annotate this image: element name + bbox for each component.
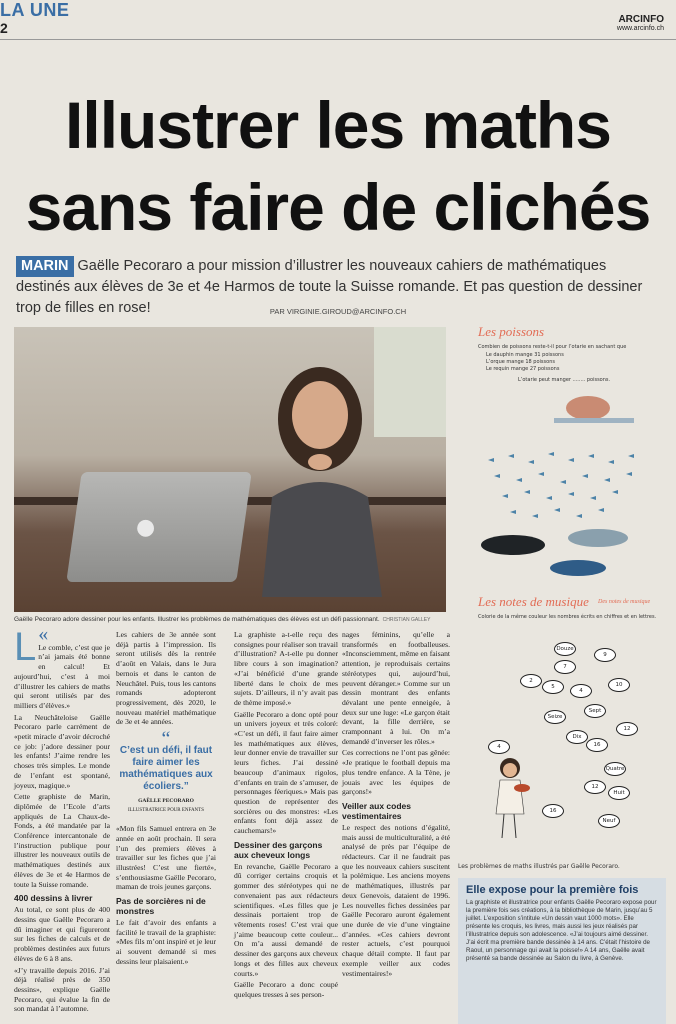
musique-instruction: Colorie de la même couleur les nombres écrits en chiffres et en lettres. bbox=[478, 614, 657, 620]
photo-credit: CHRISTIAN GALLEY bbox=[382, 617, 431, 623]
article-paragraph: Le comble, c’est que je n’ai jamais été bonne en calcul! Et aujourd’hui, c’est à moi d’illustrer les cahiers de maths qui seront utilisés par des milliers d’élèves.» bbox=[14, 642, 110, 710]
article-column-1 bbox=[14, 623, 110, 1016]
poissons-item: Le dauphin mange 31 poissons bbox=[486, 352, 564, 358]
page-number: 2 bbox=[0, 20, 8, 36]
laptop bbox=[66, 472, 251, 582]
location-tag: MARIN bbox=[16, 256, 74, 277]
exhibition-title: Elle expose pour la première fois bbox=[466, 884, 639, 896]
music-note: Douze bbox=[554, 642, 576, 656]
music-note: Dix bbox=[566, 730, 588, 744]
article-paragraph: La graphiste a-t-elle reçu des consignes pour réaliser son travail d’illustration? A-t-elle pu donner libre cours à son imagination? «J’ai bénéficié d’une grande liberté dans le choix de mes sujets. D’ailleurs, il n’y avait pas de thème imposé.» bbox=[234, 630, 338, 707]
article-paragraph: Cette graphiste de Marin, diplômée de l’Ecole d’arts appliqués de La Chaux-de-Fonds, a été mandatée par la Conférence intercantonale de l’instruction publique pour illustrer les nouveaux outils de mathématiques destinés aux élèves de 3e et 4e Harmos de toute la Suisse romande. bbox=[14, 792, 110, 889]
article-paragraph: Gaëlle Pecoraro a donc coupé quelques tresses à ses person- bbox=[234, 980, 338, 999]
music-note: Sept bbox=[584, 704, 606, 718]
page-header bbox=[0, 0, 676, 40]
headline-line-2: sans faire de clichés bbox=[25, 170, 651, 244]
music-notes-illustration bbox=[458, 634, 666, 856]
article-paragraph: En revanche, Gaëlle Pecoraro a dû corriger certains croquis et gommer des stéréotypes qui ne convenaient pas aux rédacteurs scientifiques. «Les filles que je dessinais portaient trop de vêtements roses! C’est vrai que j’aime beaucoup cette couleur... On m’a aussi demandé de dessiner des garçons aux cheveux longs et des filles aux cheveux courts.» bbox=[234, 861, 338, 978]
exhibition-box bbox=[458, 878, 666, 1024]
music-note: 12 bbox=[584, 780, 606, 794]
music-note: 4 bbox=[570, 684, 592, 698]
apple-logo-icon: ● bbox=[136, 515, 156, 540]
music-note: 16 bbox=[586, 738, 608, 752]
poissons-question: Combien de poissons reste-t-il pour l’otarie en sachant que bbox=[478, 344, 627, 350]
article-paragraph: Le respect des notions d’égalité, mais aussi de multiculturalité, a été analysé de près par l’équipe de rédacteurs. Car il ne faudrait pas que les nouveaux cahiers suscitent la polémique. Les anciens moyens de mathématiques, illustrés par deux Genevois, dataient de 1996. Les nouvelles fiches dessinées par Gaëlle Pecoraro auront également une durée de vie d’une vingtaine d’années. «Ces cahiers devront rester actuels, c’est pourquoi chaque détail compte. Il faut par exemple veiller aux codes vestimentaires!» bbox=[342, 822, 450, 978]
deck-text: Gaëlle Pecoraro a pour mission d’illustrer les nouveaux cahiers de mathématiques destinés aux élèves de 3e et 4e Harmos de toute la Suisse romande. Et pas question de dessiner trop de filles en rose! bbox=[16, 258, 643, 316]
article-paragraph: nages féminins, qu’elle a transformés en footballeuses. «Inconsciemment, même en faisant attention, je reproduisais certains stéréotypes qui, aujourd’hui, peuvent déranger.» Comme sur un dessin montrant des enfants dévalant une pente enneigée, à deux sur une luge: «Le garçon était devant, la fille derrière, se cramponnant à lui. On m’a demandé d’inverser les rôles.» bbox=[342, 630, 450, 746]
subheading: 400 dessins à livrer bbox=[14, 893, 93, 904]
dropcap: L bbox=[14, 625, 37, 669]
poissons-item: Le requin mange 27 poissons bbox=[486, 366, 560, 372]
byline: PAR VIRGINIE.GIROUD@ARCINFO.CH bbox=[269, 307, 407, 316]
music-note: 5 bbox=[542, 680, 564, 694]
article-column-4 bbox=[342, 630, 450, 980]
article-column-3 bbox=[234, 630, 338, 1002]
brand-block bbox=[617, 14, 664, 32]
pull-quote bbox=[116, 728, 216, 816]
subheading: Pas de sorcières ni de monstres bbox=[116, 896, 206, 917]
article-paragraph: «J’y travaille depuis 2016. J’ai déjà réalisé près de 350 dessins», explique Gaëlle Pecoraro, qui évalue la fin de son mandat à l’automne. bbox=[14, 965, 110, 1014]
music-note: 2 bbox=[520, 674, 542, 688]
music-note: 7 bbox=[554, 660, 576, 674]
brand-name: ARCINFO bbox=[618, 14, 664, 25]
article-paragraph: La Neuchâteloise Gaëlle Pecoraro parle carrément de «petit miracle d’avoir décroché ce job: j’adore dessiner pour les enfants! J’aime rendre les choses très simples. Le monde de l’enfant est spontané, joyeux, magique.» bbox=[14, 712, 110, 790]
fish-illustration bbox=[458, 390, 666, 590]
poissons-title: Les poissons bbox=[478, 324, 545, 339]
subheading: Veiller aux codes vestimentaires bbox=[342, 800, 411, 821]
article-paragraph: Les cahiers de 3e année sont déjà partis à l’impression. Ils seront utilisés dès la rentrée d’août en Valais, dans le Jura bernois et dans le canton de Neuchâtel. Puis, tous les cantons romands adopteront progressivement, dès 2020, le nouveau matériel mathématique de 3e et 4e années. bbox=[116, 630, 216, 727]
musique-title: Les notes de musique bbox=[478, 594, 589, 609]
pull-quote-role: ILLUSTRATRICE POUR ENFANTS bbox=[127, 808, 205, 814]
music-note: Seize bbox=[544, 710, 566, 724]
article-paragraph: «Mon fils Samuel entrera en 3e année en août prochain. Il sera l’un des premiers élèves à travailler sur les fiches que j’ai illustrées! C’est une fierté», s’enthousiasme Gaëlle Pecoraro, maman de trois jeunes garçons. bbox=[116, 824, 216, 892]
poissons-answer: L’otarie peut manger ........ poissons. bbox=[518, 377, 611, 383]
main-photo bbox=[14, 327, 446, 612]
brand-url: www.arcinfo.ch bbox=[616, 25, 664, 32]
section-label: LA UNE bbox=[0, 0, 70, 20]
article-column-2 bbox=[116, 630, 216, 969]
photo-caption bbox=[14, 616, 446, 623]
article-paragraph: Ces corrections ne l’ont pas gênée: «Je pratique le football depuis ma plus tendre enfance. A la Tène, je jouais avec les équipes de garçons!» bbox=[342, 748, 450, 797]
poissons-list bbox=[486, 352, 656, 373]
open-quote-icon: « bbox=[38, 623, 49, 645]
photo-caption-text: Gaëlle Pecoraro adore dessiner pour les enfants. Illustrer les problèmes de mathématiques des élèves est un défi passionnant. bbox=[14, 616, 380, 623]
article-paragraph: Le fait d’avoir des enfants a facilité le travail de la graphiste: «Mes fils m’ont inspiré et je leur ai souvent demandé si mes dessins leur plaisaient.» bbox=[116, 918, 216, 966]
music-note: 12 bbox=[616, 722, 638, 736]
exhibition-text: La graphiste et illustratrice pour enfants Gaëlle Pecoraro expose pour la première fois ses créations, à la bibliothèque de Marin, jusqu’au 5 juillet. L’exposition s’intitule «Un dessin vaut 1000 mots». Elle présente les croquis, les livres, mais aussi les jeux réalisés par l’illustratrice depuis son adolescence. «J’ai toujours aimé dessiner. J’ai écrit ma première bande dessinée à 14 ans. C’était l’histoire de Raoul, un personnage qui avait la poisse!» A 14 ans, Gaëlle avait présenté sa bande dessinée au Salon du livre, à Genève. bbox=[466, 899, 657, 962]
article-paragraph: Au total, ce sont plus de 400 dessins que Gaëlle Pecoraro a dû imaginer et qui figureront sur les fiches de calculs et de problèmes destinées aux futurs élèves de 6 à 8 ans. bbox=[14, 905, 110, 963]
music-note: 9 bbox=[594, 648, 616, 662]
pull-quote-text: C’est un défi, il faut faire aimer les mathématiques aux écoliers.” bbox=[119, 744, 213, 792]
pull-quote-name: GAËLLE PECORARO bbox=[138, 797, 194, 804]
headline-line-1: Illustrer les maths bbox=[65, 88, 611, 162]
music-note: Quatre bbox=[604, 762, 626, 776]
illustrator-figure bbox=[242, 357, 392, 597]
subheading: Dessiner des garçons aux cheveux longs bbox=[234, 839, 323, 860]
sidebar-caption: Les problèmes de maths illustrés par Gaëlle Pecoraro. bbox=[458, 863, 620, 870]
music-note: 4 bbox=[488, 740, 510, 754]
girl-violin-figure bbox=[492, 754, 532, 844]
quote-icon: “ bbox=[161, 728, 171, 751]
headline bbox=[0, 84, 676, 248]
article-paragraph: Gaëlle Pecoraro a donc opté pour un univers joyeux et très coloré: «C’est un défi, il faut faire aimer les mathématiques aux élèves, leur donner envie de travailler sur leurs fiches. J’ai dessiné beaucoup d’animaux rigolos, d’enfants en train de s’amuser, de personnages féeriques.» Mais pas question de représenter des sorcières ou des monstres: «Les enfants font déjà assez de cauchemars!» bbox=[234, 709, 338, 836]
illustration-sidebar bbox=[458, 322, 666, 870]
music-note: 16 bbox=[542, 804, 564, 818]
poissons-item: L’orque mange 18 poissons bbox=[486, 359, 555, 365]
music-note: Neuf bbox=[598, 814, 620, 828]
musique-subtitle: Des notes de musique bbox=[598, 599, 651, 605]
music-note: 10 bbox=[608, 678, 630, 692]
music-note: Huit bbox=[608, 786, 630, 800]
